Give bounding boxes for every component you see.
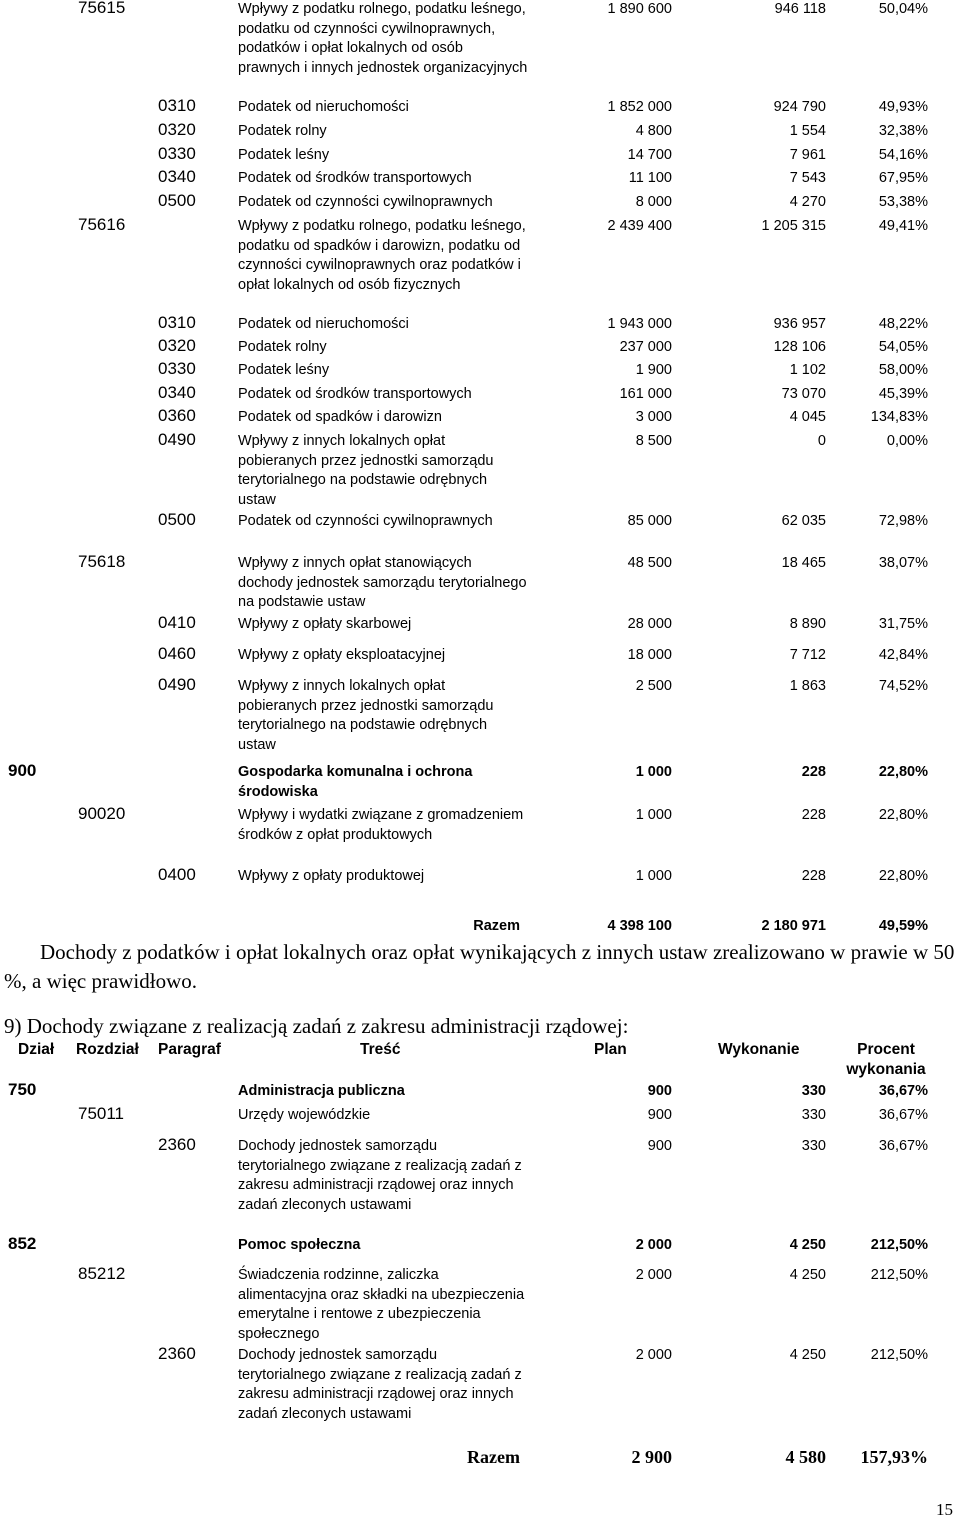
cell-procent: 45,39% <box>878 386 928 402</box>
cell-rozdzial: 75615 <box>78 0 126 17</box>
cell-tresc: Podatek od nieruchomości <box>238 99 409 115</box>
cell-tresc: Podatek od spadków i darowizn <box>238 409 442 425</box>
cell-tresc: Urzędy wojewódzkie <box>238 1107 371 1123</box>
cell-wykonanie: 73 070 <box>781 386 826 402</box>
cell-wykonanie: 8 890 <box>789 616 826 632</box>
cell-plan: 28 000 <box>627 616 672 632</box>
cell-tresc: Pomoc społeczna <box>238 1237 361 1253</box>
cell-procent: 134,83% <box>870 409 928 425</box>
cell-tresc: Podatek od czynności cywilnoprawnych <box>238 194 493 210</box>
cell-tresc: Wpływy z innych lokalnych opłat pobieranych przez jednostki samorządu terytorialnego na podstawie odrębnych ustaw <box>238 433 494 508</box>
cell-wykonanie: 18 465 <box>781 555 826 571</box>
cell-wykonanie: 7 543 <box>789 170 826 186</box>
cell-plan: 11 100 <box>628 170 672 186</box>
cell-wykonanie: 330 <box>801 1083 826 1099</box>
cell-procent: 31,75% <box>878 616 928 632</box>
cell-plan: 1 000 <box>635 807 672 823</box>
cell-plan: 14 700 <box>627 147 672 163</box>
cell-tresc: Wpływy i wydatki związane z gromadzeniem środków z opłat produktowych <box>238 807 524 843</box>
cell-paragraf: 0320 <box>158 120 196 139</box>
cell-plan: 900 <box>647 1083 672 1099</box>
cell-plan: 1 852 000 <box>607 99 672 115</box>
cell-plan: 237 000 <box>619 339 672 355</box>
cell-tresc: Gospodarka komunalna i ochrona środowiska <box>238 764 473 800</box>
cell-tresc: Dochody jednostek samorządu terytorialnego związane z realizacją zadań z zakresu administracji rządowej oraz innych zadań zleconych ustawami <box>238 1347 522 1422</box>
cell-wykonanie: 330 <box>801 1107 826 1123</box>
cell-procent: 50,04% <box>878 1 928 17</box>
cell-wykonanie: 228 <box>801 764 826 780</box>
cell-wykonanie: 4 270 <box>789 194 826 210</box>
total-plan: 4 398 100 <box>607 918 672 934</box>
header-wykonanie: Wykonanie <box>718 1041 800 1058</box>
cell-paragraf: 0310 <box>158 96 196 115</box>
cell-dzial: 750 <box>8 1080 37 1099</box>
cell-paragraf: 2360 <box>158 1135 196 1154</box>
cell-tresc: Wpływy z innych opłat stanowiących dochody jednostek samorządu terytorialnego na podstawie ustaw <box>238 555 527 610</box>
cell-plan: 161 000 <box>619 386 672 402</box>
cell-tresc: Wpływy z podatku rolnego, podatku leśnego, podatku od czynności cywilnoprawnych, podatków i opłat lokalnych od osób prawnych i innych jednostek organizacyjnych <box>238 1 528 76</box>
cell-procent: 48,22% <box>878 316 928 332</box>
cell-procent: 42,84% <box>878 647 928 663</box>
cell-paragraf: 0490 <box>158 430 196 449</box>
cell-plan: 1 890 600 <box>607 1 672 17</box>
cell-paragraf: 0310 <box>158 313 196 332</box>
cell-wykonanie: 924 790 <box>773 99 826 115</box>
cell-tresc: Wpływy z podatku rolnego, podatku leśnego, podatku od spadków i darowizn, podatku od czynności cywilnoprawnych oraz podatków i opłat lokalnych od osób fizycznych <box>238 218 526 293</box>
total-percent: 157,93% <box>860 1447 928 1467</box>
cell-procent: 0,00% <box>886 433 928 449</box>
cell-procent: 67,95% <box>878 170 928 186</box>
cell-wykonanie: 4 250 <box>789 1267 826 1283</box>
cell-wykonanie: 0 <box>817 433 826 449</box>
cell-tresc: Podatek od środków transportowych <box>238 170 472 186</box>
cell-plan: 2 439 400 <box>607 218 672 234</box>
cell-paragraf: 0460 <box>158 644 196 663</box>
cell-wykonanie: 936 957 <box>773 316 826 332</box>
cell-plan: 1 000 <box>635 764 672 780</box>
cell-wykonanie: 7 712 <box>789 647 826 663</box>
cell-plan: 2 000 <box>635 1237 672 1253</box>
cell-procent: 49,41% <box>878 218 928 234</box>
cell-paragraf: 0330 <box>158 359 196 378</box>
header-dzial: Dział <box>18 1041 55 1058</box>
cell-paragraf: 2360 <box>158 1344 196 1363</box>
cell-plan: 2 500 <box>635 678 672 694</box>
cell-procent: 212,50% <box>870 1347 928 1363</box>
cell-plan: 2 000 <box>635 1347 672 1363</box>
total-execution: 4 580 <box>785 1447 826 1467</box>
cell-procent: 22,80% <box>878 868 928 884</box>
total-percent: 49,59% <box>878 918 928 934</box>
cell-tresc: Wpływy z innych lokalnych opłat pobieranych przez jednostki samorządu terytorialnego na podstawie odrębnych ustaw <box>238 678 494 753</box>
cell-plan: 3 000 <box>635 409 672 425</box>
cell-plan: 2 000 <box>635 1267 672 1283</box>
total-plan: 2 900 <box>631 1447 672 1467</box>
cell-dzial: 852 <box>8 1234 37 1253</box>
cell-wykonanie: 228 <box>801 807 826 823</box>
cell-tresc: Administracja publiczna <box>238 1083 405 1099</box>
cell-tresc: Wpływy z opłaty produktowej <box>238 868 425 884</box>
page-number: 15 <box>936 1500 953 1519</box>
cell-tresc: Podatek od środków transportowych <box>238 386 472 402</box>
cell-plan: 900 <box>647 1138 672 1154</box>
total-label: Razem <box>473 918 520 934</box>
cell-procent: 22,80% <box>878 764 928 780</box>
cell-plan: 18 000 <box>627 647 672 663</box>
cell-wykonanie: 4 045 <box>789 409 826 425</box>
cell-tresc: Podatek rolny <box>238 123 327 139</box>
cell-wykonanie: 4 250 <box>789 1237 826 1253</box>
cell-plan: 1 943 000 <box>607 316 672 332</box>
cell-paragraf: 0490 <box>158 675 196 694</box>
cell-dzial: 900 <box>8 761 37 780</box>
cell-wykonanie: 228 <box>801 868 826 884</box>
header-rozdzial: Rozdział <box>76 1041 139 1058</box>
conclusion-paragraph: Dochody z podatków i opłat lokalnych oraz opłat wynikających z innych ustaw zrealizowano w prawie w 50 %, a więc prawidłowo. <box>4 940 955 993</box>
cell-tresc: Podatek rolny <box>238 339 327 355</box>
cell-wykonanie: 946 118 <box>774 1 826 17</box>
cell-tresc: Dochody jednostek samorządu terytorialnego związane z realizacją zadań z zakresu administracji rządowej oraz innych zadań zleconych ustawami <box>238 1138 522 1213</box>
header-paragraf: Paragraf <box>158 1041 221 1058</box>
cell-procent: 58,00% <box>878 362 928 378</box>
cell-paragraf: 0330 <box>158 144 196 163</box>
cell-paragraf: 0340 <box>158 167 196 186</box>
cell-procent: 54,16% <box>878 147 928 163</box>
cell-wykonanie: 1 102 <box>789 362 826 378</box>
cell-rozdzial: 90020 <box>78 804 126 823</box>
cell-procent: 38,07% <box>878 555 928 571</box>
cell-rozdzial: 75011 <box>78 1104 125 1123</box>
total-label: Razem <box>467 1447 520 1467</box>
cell-paragraf: 0340 <box>158 383 196 402</box>
header-plan: Plan <box>594 1041 627 1058</box>
cell-rozdzial: 75616 <box>78 215 126 234</box>
cell-wykonanie: 1 863 <box>789 678 826 694</box>
cell-tresc: Wpływy z opłaty skarbowej <box>238 616 412 632</box>
cell-plan: 1 000 <box>635 868 672 884</box>
cell-procent: 49,93% <box>878 99 928 115</box>
cell-procent: 53,38% <box>878 194 928 210</box>
cell-procent: 212,50% <box>870 1237 928 1253</box>
cell-procent: 22,80% <box>878 807 928 823</box>
cell-plan: 8 000 <box>635 194 672 210</box>
cell-paragraf: 0500 <box>158 510 196 529</box>
cell-wykonanie: 1 205 315 <box>761 218 826 234</box>
cell-tresc: Podatek od nieruchomości <box>238 316 409 332</box>
cell-wykonanie: 4 250 <box>789 1347 826 1363</box>
cell-paragraf: 0400 <box>158 865 196 884</box>
cell-procent: 72,98% <box>878 513 928 529</box>
section-heading: 9) Dochody związane z realizacją zadań z zakresu administracji rządowej: <box>4 1014 629 1038</box>
cell-procent: 32,38% <box>878 123 928 139</box>
cell-tresc: Wpływy z opłaty eksploatacyjnej <box>238 647 446 663</box>
header-procent: Procent wykonania <box>846 1041 926 1078</box>
cell-plan: 900 <box>647 1107 672 1123</box>
cell-tresc: Podatek leśny <box>238 362 330 378</box>
cell-wykonanie: 62 035 <box>781 513 826 529</box>
cell-wykonanie: 128 106 <box>773 339 826 355</box>
cell-plan: 48 500 <box>627 555 672 571</box>
cell-procent: 212,50% <box>870 1267 928 1283</box>
cell-procent: 36,67% <box>878 1083 928 1099</box>
cell-procent: 54,05% <box>878 339 928 355</box>
header-tresc: Treść <box>360 1041 401 1058</box>
cell-procent: 36,67% <box>878 1107 928 1123</box>
cell-plan: 1 900 <box>635 362 672 378</box>
cell-paragraf: 0360 <box>158 406 196 425</box>
cell-tresc: Podatek od czynności cywilnoprawnych <box>238 513 493 529</box>
cell-paragraf: 0410 <box>158 613 196 632</box>
cell-paragraf: 0320 <box>158 336 196 355</box>
cell-wykonanie: 330 <box>801 1138 826 1154</box>
cell-paragraf: 0500 <box>158 191 196 210</box>
cell-procent: 36,67% <box>878 1138 928 1154</box>
cell-tresc: Świadczenia rodzinne, zaliczka alimentacyjna oraz składki na ubezpieczenia emerytalne i rentowe z ubezpieczenia społecznego <box>238 1267 525 1342</box>
cell-wykonanie: 1 554 <box>789 123 826 139</box>
cell-plan: 85 000 <box>627 513 672 529</box>
cell-rozdzial: 85212 <box>78 1264 126 1283</box>
cell-plan: 8 500 <box>635 433 672 449</box>
total-execution: 2 180 971 <box>761 918 826 934</box>
cell-plan: 4 800 <box>635 123 672 139</box>
cell-procent: 74,52% <box>878 678 928 694</box>
cell-tresc: Podatek leśny <box>238 147 330 163</box>
cell-rozdzial: 75618 <box>78 552 126 571</box>
cell-wykonanie: 7 961 <box>789 147 826 163</box>
